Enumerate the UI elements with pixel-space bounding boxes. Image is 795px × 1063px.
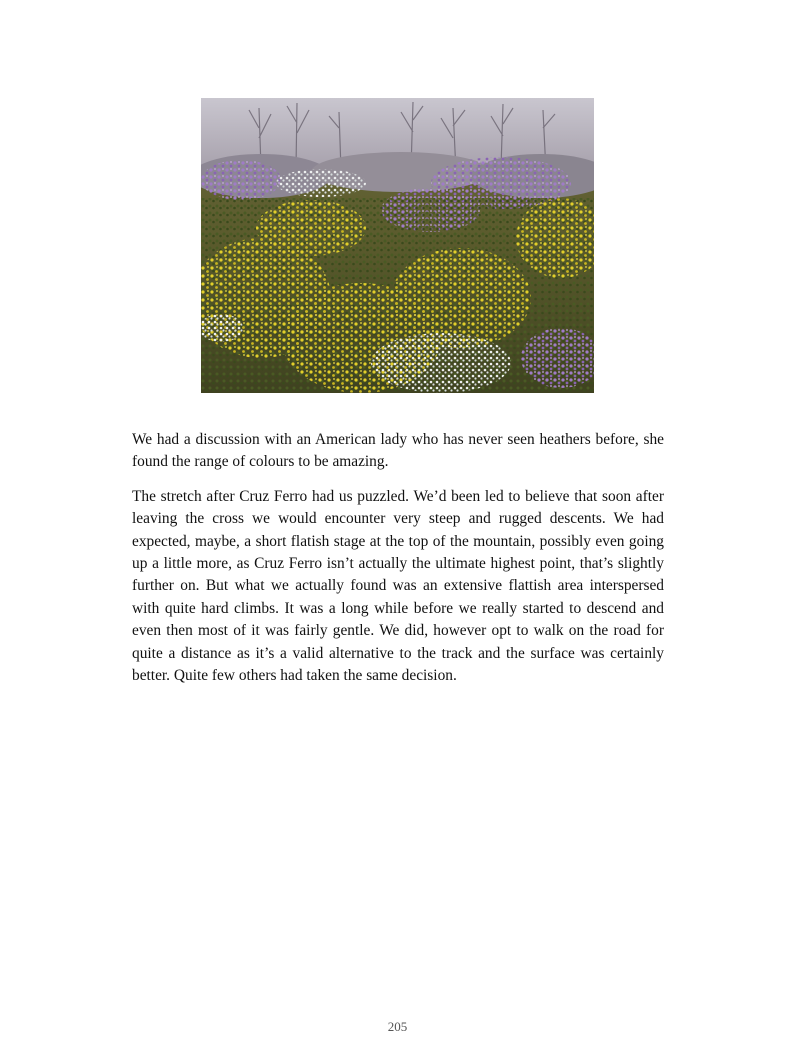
page-number: 205 — [387, 1019, 408, 1034]
body-text — [132, 429, 664, 699]
paragraph: We had a discussion with an American lady who has never seen heathers before, she found the range of colours to be amazing. — [132, 431, 664, 471]
paragraph: The stretch after Cruz Ferro had us puzzled. We’d been led to believe that soon after leaving the cross we would encounter very steep and rugged descents. We had expected, maybe, a short flatish stage at the top of the mountain, possibly even going up a little more, as Cruz Ferro isn’t actually the ultimate highest point, that’s slightly further on. But what we actually found was an extensive flattish area interspersed with quite hard climbs. It was a long while before we really started to descend and even then most of it was fairly gentle. We did, however opt to walk on the road for quite a distance as it’s a valid alternative to the track and the surface was certainly better. Quite few others had taken the same decision. — [132, 487, 664, 685]
heather-landscape-photo — [201, 98, 594, 393]
